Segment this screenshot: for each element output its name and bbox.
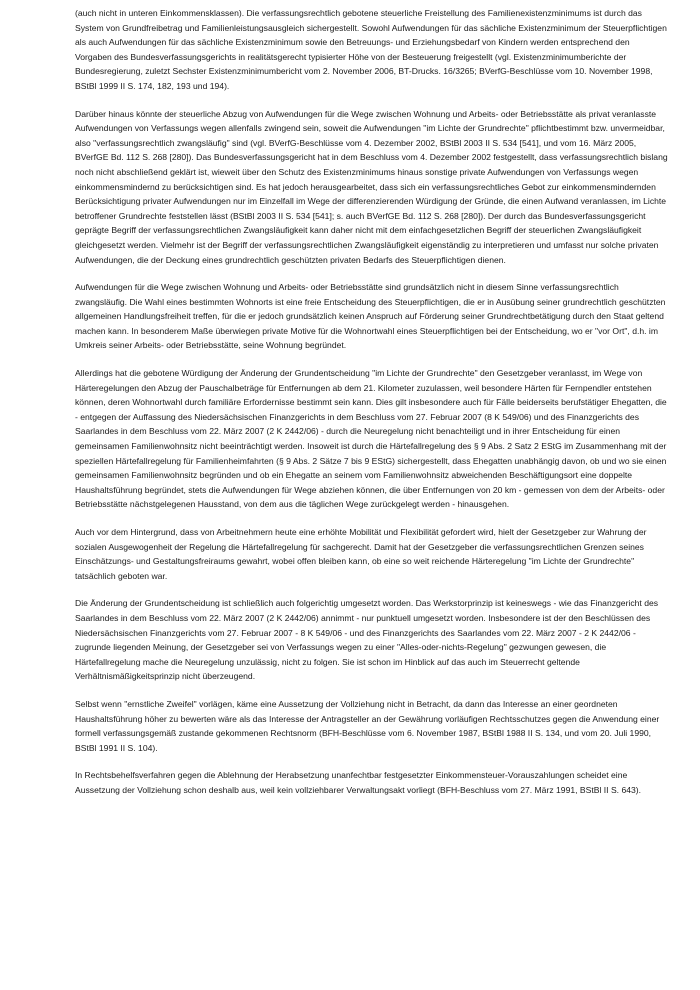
paragraph-4: Allerdings hat die gebotene Würdigung der Änderung der Grundentscheidung "im Lichte der Grundrechte" den Gesetzgeber veranlasst, im Wege von Härteregelungen den Abzug der Pauschalbeträge für Entfernungen ab dem 21. Kilometer zuzulassen, weil besondere Härten für Fernpendler entstehen können, deren Wohnortwahl durch familiäre Erfordernisse bestimmt sein kann. Dies gilt insbesondere auch für Fälle beiderseits berufstätiger Ehegatten, die - entgegen der Auffassung des Niedersächsischen Finanzgerichts in dem Beschluss vom 27. Februar 2007 (8 K 549/06) und des Finanzgerichts des Saarlandes in dem Beschluss vom 22. März 2007 (2 K 2442/06) - durch die Neuregelung nicht benachteiligt und in ihrer Entscheidung für einen gemeinsamen Familienwohnsitz nicht beeinträchtigt werden. Insoweit ist durch die Härtefallregelung des § 9 Abs. 2 Satz 2 EStG im Zusammenhang mit der speziellen Härtefallregelung für Familienheimfahrten (§ 9 Abs. 2 Sätze 7 bis 9 EStG) sichergestellt, dass Ehegatten unabhängig davon, ob und wo sie einen gemeinsamen Familienwohnsitz begründen und ob ein Ehegatte an seinem vom Familienwohnsitz abweichenden Beschäftigungsort eine doppelte Haushaltsführung begründet, stets die Aufwendungen für Wege abziehen können, die über Entfernungen von 20 km - gemessen von dem der Arbeits- oder Betriebsstätte nächstgelegenen Hausstand, von dem aus die täglichen Wege zurückgelegt werden - hinausgehen.: [75, 368, 667, 510]
paragraph-1: (auch nicht in unteren Einkommensklassen). Die verfassungsrechtlich gebotene steuerliche Freistellung des Familienexistenzminimums ist durch das System von Grundfreibetrag und Familienleistungsausgleich sichergestellt. Sowohl Aufwendungen für das sächliche Existenzminimum der Steuerpflichtigen als auch Aufwendungen für das sächliche Existenzminimum sowie den Betreuungs- und Erziehungsbedarf von Kindern werden entsprechend den Vorgaben des Bundesverfassungsgerichts in realitätsgerecht typisierter Höhe von der Besteuerung freigestellt (vgl. Existenzminimumberichte der Bundesregierung, zuletzt Sechster Existenzminimumbericht vom 2. November 2006, BT-Drucks. 16/3265; BVerfG-Beschlüsse vom 10. November 1998, BStBl 1999 II S. 174, 182, 193 und 194).: [75, 8, 667, 91]
paragraph-2: Darüber hinaus könnte der steuerliche Abzug von Aufwendungen für die Wege zwischen Wohnung und Arbeits- oder Betriebsstätte als privat veranlasste Aufwendungen von Verfassungs wegen allenfalls zwingend sein, soweit die Aufwendungen "im Lichte der Grundrechte" pflichtbestimmt bzw. unvermeidbar, also "verfassungsrechtlich zwangsläufig" sind (vgl. BVerfG-Beschlüsse vom 4. Dezember 2002, BStBl 2003 II S. 534 [541], und vom 16. März 2005, BVerfGE Bd. 112 S. 268 [280]). Das Bundesverfassungsgericht hat in dem Beschluss vom 4. Dezember 2002 festgestellt, dass verfassungsrechtlich bislang noch nicht abschließend geklärt ist, wieweit über den Schutz des Existenzminimums hinaus sonstige private Aufwendungen von Verfassungs wegen einkommensmindernd zu berücksichtigen sind. Es hat jedoch herausgearbeitet, dass sich ein verfassungsrechtliches Gebot zur einkommensmindernden Berücksichtigung privater Aufwendungen nur im Einzelfall im Wege der differenzierenden Würdigung der Gründe, die einen Aufwand veranlassen, im Lichte betroffener Grundrechte feststellen lässt (BStBl 2003 II S. 534 [541]; s. auch BVerfGE Bd. 112 S. 268 [280]). Der durch das Bundesverfassungsgericht geprägte Begriff der verfassungsrechtlichen Zwangsläufigkeit kann daher nicht mit dem einfachgesetzlichen Begriff der steuerlichen Zwangsläufigkeit gleichgesetzt werden. Vielmehr ist der Begriff der verfassungsrechtlichen Zwangsläufigkeit eigenständig zu interpretieren und umfasst nur solche privaten Aufwendungen, die der Deckung eines grundrechtlich geschützten privaten Bedarfs des Steuerpflichtigen dienen.: [75, 108, 668, 265]
paragraph-8: In Rechtsbehelfsverfahren gegen die Ablehnung der Herabsetzung unanfechtbar festgesetzter Einkommensteuer-Vorauszahlungen scheidet eine Aussetzung der Vollziehung schon deshalb aus, weil kein vollziehbarer Verwaltungsakt vorliegt (BFH-Beschluss vom 27. März 1991, BStBl II S. 643).: [75, 770, 642, 795]
paragraph-7: Selbst wenn "ernstliche Zweifel" vorlägen, käme eine Aussetzung der Vollziehung nicht in Betracht, da dann das Interesse an einer geordneten Haushaltsführung höher zu bewerten wäre als das Interesse der Antragsteller an der Gewährung vorläufigen Rechtsschutzes gegen die Anwendung einer formell verfassungsgemäß zustande gekommenen Rechtsnorm (BFH-Beschlüsse vom 6. November 1987, BStBl 1988 II S. 134, und vom 20. Juli 1990, BStBl 1991 II S. 104).: [75, 698, 660, 753]
paragraph-6: Die Änderung der Grundentscheidung ist schließlich auch folgerichtig umgesetzt worden. Das Werkstorprinzip ist keineswegs - wie das Finanzgericht des Saarlandes in dem Beschluss vom 22. März 2007 (2 K 2442/06) annimmt - nur punktuell umgesetzt worden. Insbesondere ist der den Beschlüssen des Niedersächsischen Finanzgerichts vom 27. Februar 2007 - 8 K 549/06 - und des Finanzgerichts des Saarlandes vom 22. März 2007 - 2 K 2442/06 - zugrunde liegenden Meinung, der Gesetzgeber sei von Verfassungs wegen zu einer "Alles-oder-nichts-Regelung" gezwungen gewesen, die Härtefallregelung mache die Neuregelung unzulässig, nicht zu folgen. Sie ist schon im Hinblick auf das auch im Steuerrecht geltende Verhältnismäßigkeitsprinzip nicht überzeugend.: [75, 598, 659, 682]
paragraph-3: Aufwendungen für die Wege zwischen Wohnung und Arbeits- oder Betriebsstätte sind grundsätzlich nicht in diesem Sinne verfassungsrechtlich zwangsläufig. Die Wahl eines bestimmten Wohnorts ist eine freie Entscheidung des Steuerpflichtigen, die er in Ausübung seiner grundrechtlich geschützten allgemeinen Handlungsfreiheit treffen, für die er jedoch grundsätzlich keinen Anspruch auf Förderung seiner Grundrechtbetätigung durch den Staat geltend machen kann. In besonderem Maße überwiegen private Motive für die Wohnortwahl eines Steuerpflichtigen bei der Entscheidung, wo er "vor Ort", d.h. im Umkreis seiner Arbeits- oder Betriebsstätte, seine Wohnung begründet.: [75, 282, 666, 351]
paragraph-5: Auch vor dem Hintergrund, dass von Arbeitnehmern heute eine erhöhte Mobilität und Flexibilität gefordert wird, hielt der Gesetzgeber zur Wahrung der sozialen Ausgewogenheit der Regelung die Härtefallregelung für sachgerecht. Damit hat der Gesetzgeber die verfassungsrechtlichen Grenzen seines Einschätzungs- und Gestaltungsfreiraums gewahrt, wobei offen bleiben kann, ob eine so weit reichende Härteregelung "im Lichte der Grundrechte" tatsächlich geboten war.: [75, 527, 647, 581]
